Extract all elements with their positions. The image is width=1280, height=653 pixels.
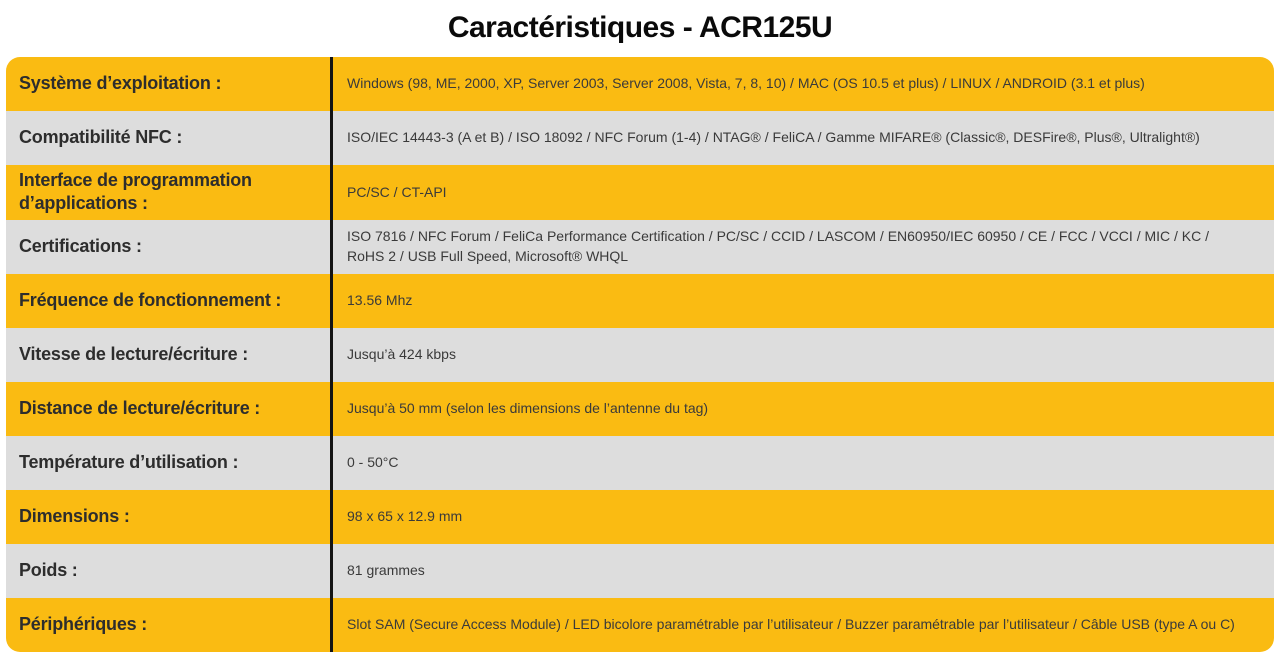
- row-label: Poids :: [19, 560, 78, 581]
- row-value: 98 x 65 x 12.9 mm: [347, 507, 463, 524]
- row-value: PC/SC / CT-API: [347, 183, 447, 200]
- row-label: Dimensions :: [19, 506, 130, 527]
- row-label: Distance de lecture/écriture :: [19, 398, 261, 419]
- row-label: Vitesse de lecture/écriture :: [19, 344, 248, 365]
- table-row: [6, 220, 1274, 274]
- row-value: 13.56 Mhz: [347, 291, 413, 308]
- row-label: Interface de programmation d’applications :: [19, 170, 252, 214]
- table-row: [6, 436, 1274, 490]
- row-label: Système d’exploitation :: [19, 73, 222, 94]
- row-value: Jusqu’à 50 mm (selon les dimensions de l’antenne du tag): [347, 399, 709, 416]
- spec-table: [6, 57, 1274, 652]
- row-value: 0 - 50°C: [347, 453, 399, 470]
- table-row: [6, 382, 1274, 436]
- table-row: [6, 544, 1274, 598]
- row-value: 81 grammes: [347, 561, 425, 578]
- row-value: Slot SAM (Secure Access Module) / LED bicolore paramétrable par l’utilisateur / Buzzer paramétrable par l’utilisateur / Câble USB (type A ou C): [347, 615, 1235, 632]
- table-row: [6, 165, 1274, 220]
- row-value: Windows (98, ME, 2000, XP, Server 2003, Server 2008, Vista, 7, 8, 10) / MAC (OS 10.5 et plus) / LINUX / ANDROID (3.1 et plus): [347, 75, 1145, 92]
- row-label: Fréquence de fonctionnement :: [19, 290, 282, 311]
- row-label: Périphériques :: [19, 614, 148, 635]
- row-value: Jusqu’à 424 kbps: [347, 345, 456, 362]
- table-row: [6, 598, 1274, 652]
- page-header: [0, 0, 1280, 49]
- row-value: ISO/IEC 14443-3 (A et B) / ISO 18092 / NFC Forum (1-4) / NTAG® / FeliCA / Gamme MIFARE® (Classic®, DESFire®, Plus®, Ultralight®): [347, 129, 1200, 146]
- row-label: Certifications :: [19, 236, 142, 257]
- page-title: Caractéristiques - ACR125U: [447, 11, 833, 44]
- table-row: [6, 274, 1274, 328]
- row-value: ISO 7816 / NFC Forum / FeliCa Performance Certification / PC/SC / CCID / LASCOM / EN60950/IEC 60950 / CE / FCC / VCCI / MIC / KC / RoHS 2 / USB Full Speed, Microsoft® WHQL: [347, 228, 1210, 264]
- table-row: [6, 490, 1274, 544]
- table-row: [6, 57, 1274, 111]
- table-row: [6, 328, 1274, 382]
- row-label: Compatibilité NFC :: [19, 127, 183, 148]
- row-label: Température d’utilisation :: [19, 452, 239, 473]
- table-row: [6, 111, 1274, 165]
